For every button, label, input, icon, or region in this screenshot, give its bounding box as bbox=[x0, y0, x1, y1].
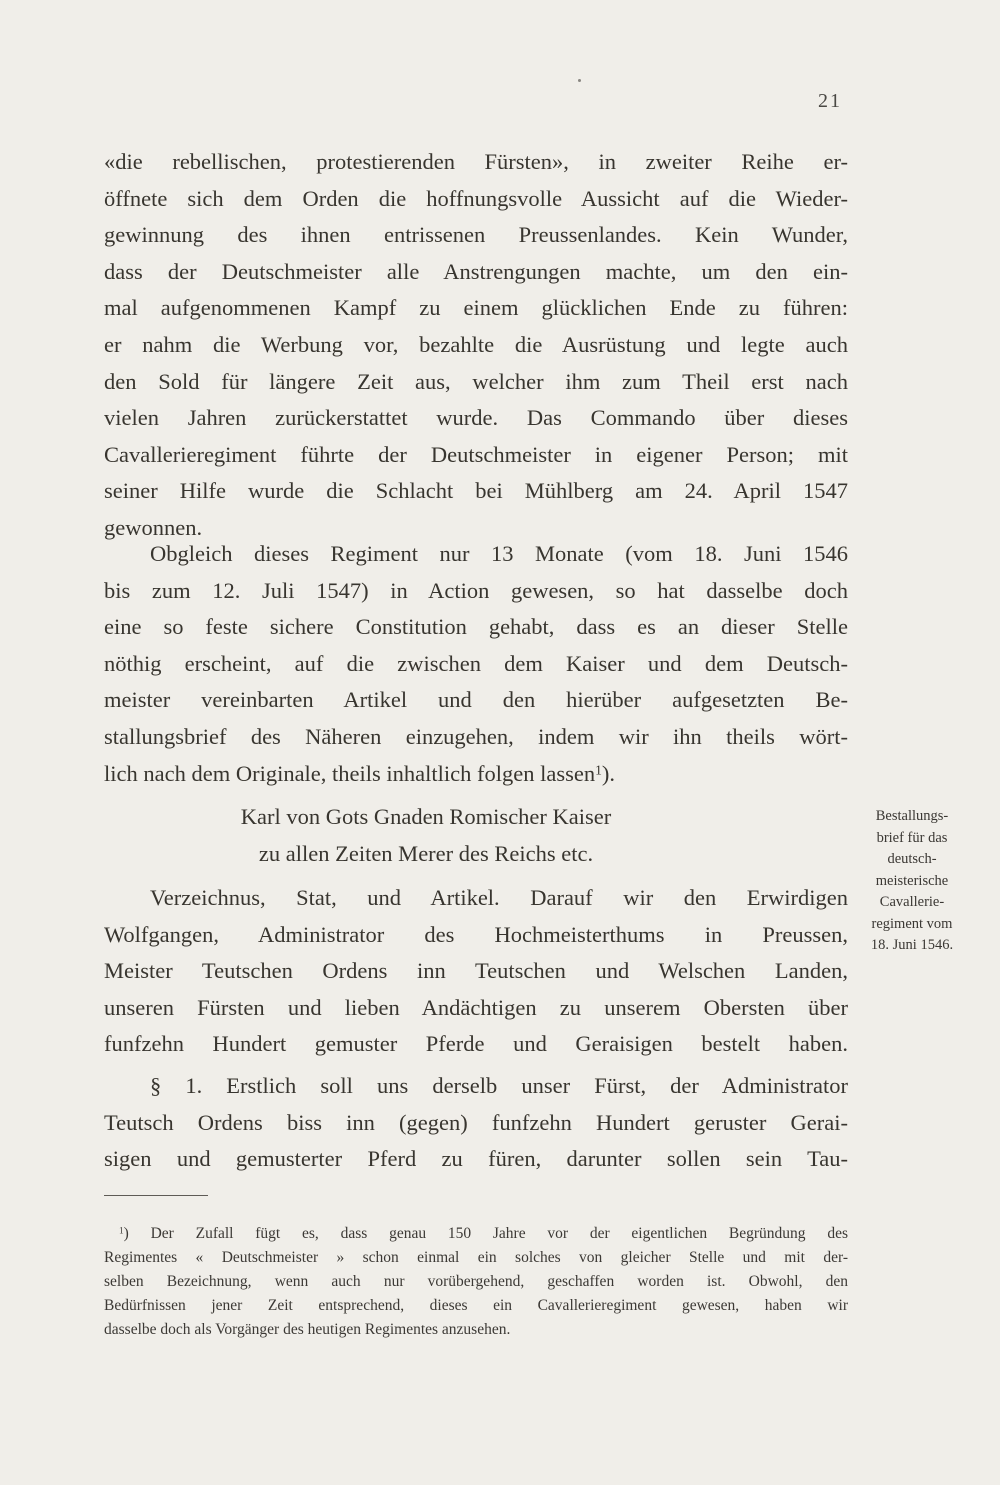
footnote-line: Bedürfnissen jener Zeit entsprechend, dieses ein Cavallerieregiment gewesen, haben wir bbox=[104, 1297, 848, 1314]
text-line: Cavallerieregiment führte der Deutschmeister in eigener Person; mit bbox=[104, 441, 848, 467]
text-line: öffnete sich dem Orden die hoffnungsvolle Aussicht auf die Wieder- bbox=[104, 185, 848, 211]
margin-note-line: brief für das bbox=[876, 829, 948, 846]
margin-note-line: regiment vom bbox=[871, 915, 953, 932]
footnote-line: selben Bezeichnung, wenn auch nur vorübergehend, geschaffen worden ist. Obwohl, den bbox=[104, 1273, 848, 1290]
text-line bbox=[104, 756, 848, 793]
text-line: nöthig erscheint, auf die zwischen dem Kaiser und dem Deutsch- bbox=[104, 650, 848, 676]
footnote-line: Regimentes « Deutschmeister » schon einmal ein solches von gleicher Stelle und mit der- bbox=[104, 1249, 848, 1266]
text-line: «die rebellischen, protestierenden Fürsten», in zweiter Reihe er- bbox=[104, 149, 848, 174]
text-line: Verzeichnus, Stat, und Artikel. Darauf wir den Erwirdigen bbox=[150, 885, 848, 910]
paragraph-1 bbox=[104, 144, 848, 547]
text-line: funfzehn Hundert gemuster Pferde und Geraisigen bestelt haben. bbox=[104, 1031, 848, 1057]
footnote-line bbox=[104, 1222, 848, 1246]
text-line: meister vereinbarten Artikel und den hierüber aufgesetzten Be- bbox=[104, 687, 848, 713]
text-segment: ). bbox=[601, 760, 615, 786]
title-line: Karl von Gots Gnaden Romischer Kaiser bbox=[240, 804, 612, 829]
title-line: zu allen Zeiten Merer des Reichs etc. bbox=[258, 840, 594, 866]
text-line: eine so feste sichere Constitution gehabt, dass es an dieser Stelle bbox=[104, 614, 848, 640]
text-line: Meister Teutschen Ordens inn Teutschen und Welschen Landen, bbox=[104, 958, 848, 984]
margin-note-line: Bestallungs- bbox=[875, 808, 949, 824]
margin-note bbox=[856, 806, 968, 957]
text-line: gewinnung des ihnen entrissenen Preussenlandes. Kein Wunder, bbox=[104, 222, 848, 248]
footnote-line: dasselbe doch als Vorgänger des heutigen Regimentes anzusehen. bbox=[104, 1321, 511, 1338]
margin-note-line: 18. Juni 1546. bbox=[870, 937, 954, 953]
footnote-divider bbox=[104, 1195, 208, 1196]
margin-note-line: deutsch- bbox=[887, 851, 937, 867]
paragraph-4 bbox=[104, 1068, 848, 1178]
text-line: Obgleich dieses Regiment nur 13 Monate (vom 18. Juni 1546 bbox=[150, 541, 848, 566]
paragraph-3 bbox=[104, 880, 848, 1063]
text-line: den Sold für längere Zeit aus, welcher ihm zum Theil erst nach bbox=[104, 368, 848, 394]
ink-dot bbox=[578, 79, 581, 82]
text-line: Teutsch Ordens biss inn (gegen) funfzehn Hundert geruster Gerai- bbox=[104, 1109, 848, 1135]
margin-note-line: meisterische bbox=[875, 872, 949, 889]
paragraph-2 bbox=[104, 536, 848, 792]
text-line: § 1. Erstlich soll uns derselb unser Fürst, der Administrator bbox=[150, 1073, 848, 1098]
footnote-marker: 1 bbox=[119, 1226, 124, 1237]
text-line: gewonnen. bbox=[104, 514, 203, 540]
text-line: sigen und gemusterter Pferd zu füren, darunter sollen sein Tau- bbox=[104, 1146, 848, 1172]
text-line: stallungsbrief des Näheren einzugehen, indem wir ihn theils wört- bbox=[104, 723, 848, 749]
text-line: Wolfgangen, Administrator des Hochmeisterthums in Preussen, bbox=[104, 921, 848, 947]
text-line: dass der Deutschmeister alle Anstrengungen machte, um den ein- bbox=[104, 258, 848, 284]
text-segment: ) Der Zufall fügt es, dass genau 150 Jahre vor der eigentlichen Begründung des bbox=[123, 1225, 848, 1242]
page-number: 21 bbox=[818, 90, 842, 112]
margin-note-line: Cavallerie- bbox=[879, 894, 945, 910]
footnote bbox=[104, 1222, 848, 1342]
text-line: unseren Fürsten und lieben Andächtigen zu unserem Obersten über bbox=[104, 994, 848, 1020]
footnote-reference: 1 bbox=[595, 761, 602, 777]
text-line: er nahm die Werbung vor, bezahlte die Ausrüstung und legte auch bbox=[104, 331, 848, 357]
text-line: mal aufgenommenen Kampf zu einem glücklichen Ende zu führen: bbox=[104, 295, 848, 321]
text-line: vielen Jahren zurückerstattet wurde. Das Commando über dieses bbox=[104, 405, 848, 431]
text-line: seiner Hilfe wurde die Schlacht bei Mühlberg am 24. April 1547 bbox=[104, 478, 848, 504]
text-segment: lich nach dem Originale, theils inhaltlich folgen lassen bbox=[104, 760, 596, 786]
text-line: bis zum 12. Juli 1547) in Action gewesen, so hat dasselbe doch bbox=[104, 577, 848, 603]
document-title bbox=[104, 799, 848, 872]
